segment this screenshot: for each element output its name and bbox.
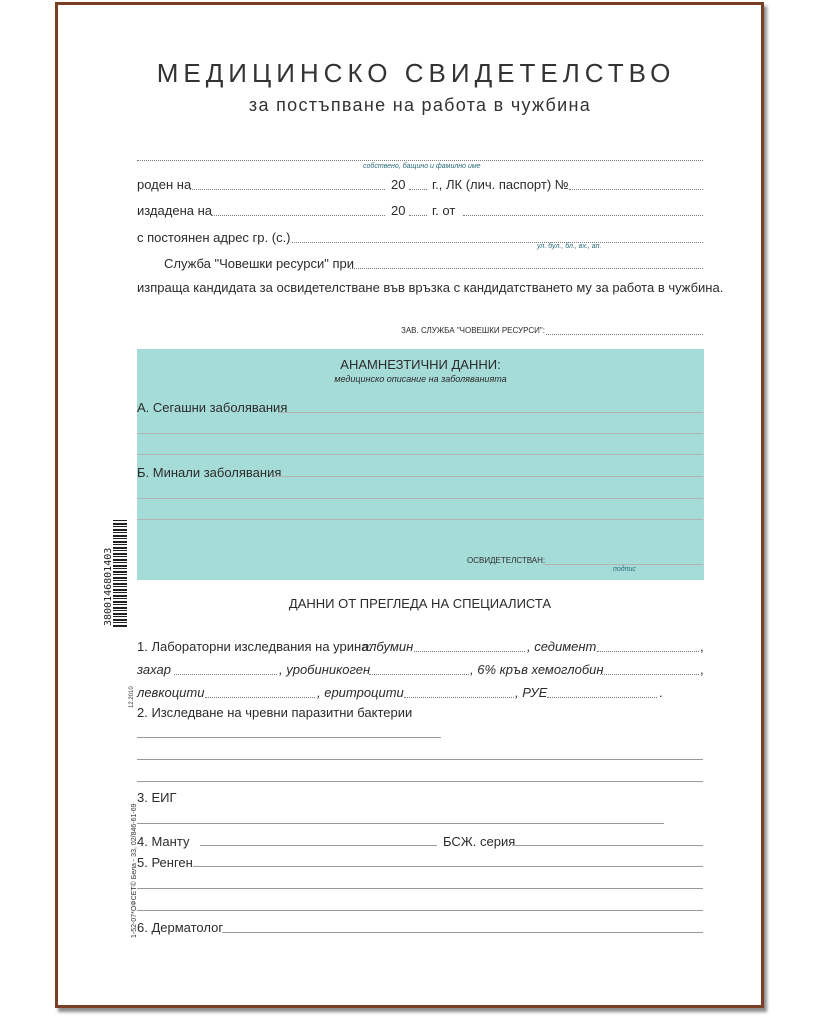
xray-line-2[interactable] [137, 888, 703, 889]
sugar-label: захар [137, 662, 171, 677]
hr-field[interactable] [350, 268, 703, 269]
comma-1: , [700, 639, 704, 654]
birth-year-field[interactable] [409, 189, 427, 190]
bcg-field[interactable] [512, 845, 703, 846]
albumin-field[interactable] [414, 651, 525, 652]
xray-line-3[interactable] [137, 910, 703, 911]
erythrocytes-label: , еритроцити [317, 685, 404, 700]
document-title: МЕДИЦИНСКО СВИДЕТЕЛСТВО [156, 58, 676, 88]
id-label: г., ЛК (лич. паспорт) № [432, 177, 569, 192]
anamnesis-section [137, 349, 704, 580]
examined-signature-field[interactable] [543, 564, 703, 565]
period-1: . [659, 685, 663, 700]
hr-label: Служба "Човешки ресурси" при [164, 256, 355, 271]
sends-text: изпраща кандидата за освидетелстване във връзка с кандидатстването му за работа в чужбина. [137, 280, 724, 295]
anamnesis-title: АНАМНЕЗТИЧНИ ДАННИ: [340, 357, 501, 372]
dermatologist-label: 6. Дерматолог [137, 920, 224, 935]
issued-by-field[interactable] [463, 215, 703, 216]
current-diseases-line-3[interactable] [137, 454, 703, 455]
head-hr-label: ЗАВ. СЛУЖБА "ЧОВЕШКИ РЕСУРСИ": [401, 326, 545, 335]
name-hint: собствено, бащино и фамилно име [363, 163, 481, 170]
print-date: 12.2010 [129, 686, 135, 708]
address-label: с постоянен адрес гр. (с.) [137, 230, 291, 245]
print-code: 1-52-07*ОФСЕТ© Бела - 33, 02/846-61-69 [131, 803, 138, 938]
birth-year-prefix: 20 [391, 177, 406, 192]
issue-year-prefix: 20 [391, 203, 406, 218]
leukocytes-label: левкоцити [137, 685, 205, 700]
barcode-number: 3800146801403 [103, 547, 114, 626]
past-diseases-field[interactable] [274, 476, 703, 477]
document-subtitle: за постъпване на работа в чужбина [248, 95, 592, 115]
parasites-line-3[interactable] [137, 781, 703, 782]
id-number-field[interactable] [569, 189, 703, 190]
rue-field[interactable] [547, 697, 657, 698]
signature-hint: подпис [613, 566, 636, 573]
parasites-field[interactable] [137, 737, 441, 738]
birth-date-field[interactable] [190, 189, 385, 190]
examined-label: ОСВИДЕТЕЛСТВАН: [467, 556, 546, 565]
ecg-field[interactable] [137, 823, 664, 824]
bcg-label: БСЖ. серия [443, 834, 516, 849]
born-label: роден на [137, 177, 192, 192]
address-hint: ул. бул., бл., вх., ап. [537, 243, 602, 250]
past-diseases-label: Б. Минали заболявания [137, 465, 282, 480]
anamnesis-subtitle: медицинско описание на заболяванията [334, 374, 507, 384]
sugar-field[interactable] [174, 674, 277, 675]
issued-from-label: г. от [432, 203, 456, 218]
issue-year-field[interactable] [409, 215, 427, 216]
current-diseases-line-2[interactable] [137, 433, 703, 434]
urobilinogen-label: , уробиникоген [279, 662, 371, 677]
past-diseases-line-2[interactable] [137, 498, 703, 499]
comma-2: , [700, 662, 704, 677]
urine-label: 1. Лабораторни изследвания на урина: [137, 639, 373, 654]
leukocytes-field[interactable] [205, 697, 315, 698]
issued-label: издадена на [137, 203, 212, 218]
head-hr-signature-field[interactable] [546, 334, 703, 335]
xray-field[interactable] [193, 866, 703, 867]
erythrocytes-field[interactable] [404, 697, 514, 698]
sediment-label: , седимент [527, 639, 597, 654]
specialist-title: ДАННИ ОТ ПРЕГЛЕДА НА СПЕЦИАЛИСТА [288, 596, 552, 611]
sediment-field[interactable] [597, 651, 699, 652]
dermatologist-field[interactable] [222, 932, 703, 933]
urobilinogen-field[interactable] [369, 674, 469, 675]
albumin-label: албумин [362, 639, 414, 654]
past-diseases-line-3[interactable] [137, 519, 703, 520]
current-diseases-label: А. Сегашни заболявания [137, 400, 288, 415]
rue-label: , РУЕ [515, 685, 548, 700]
mantoux-field[interactable] [200, 845, 437, 846]
name-field[interactable] [137, 160, 703, 161]
current-diseases-field[interactable] [278, 412, 703, 413]
address-field[interactable] [292, 242, 703, 243]
parasites-label: 2. Изследване на чревни паразитни бактерии [137, 705, 413, 720]
xray-label: 5. Ренген [137, 855, 193, 870]
mantoux-label: 4. Манту [137, 834, 190, 849]
hemoglobin-field[interactable] [600, 674, 699, 675]
ecg-label: 3. ЕИГ [137, 790, 177, 805]
hemoglobin-label: , 6% кръв хемоглобин [470, 662, 604, 677]
parasites-line-2[interactable] [137, 759, 703, 760]
barcode [113, 520, 127, 628]
issue-date-field[interactable] [211, 215, 385, 216]
